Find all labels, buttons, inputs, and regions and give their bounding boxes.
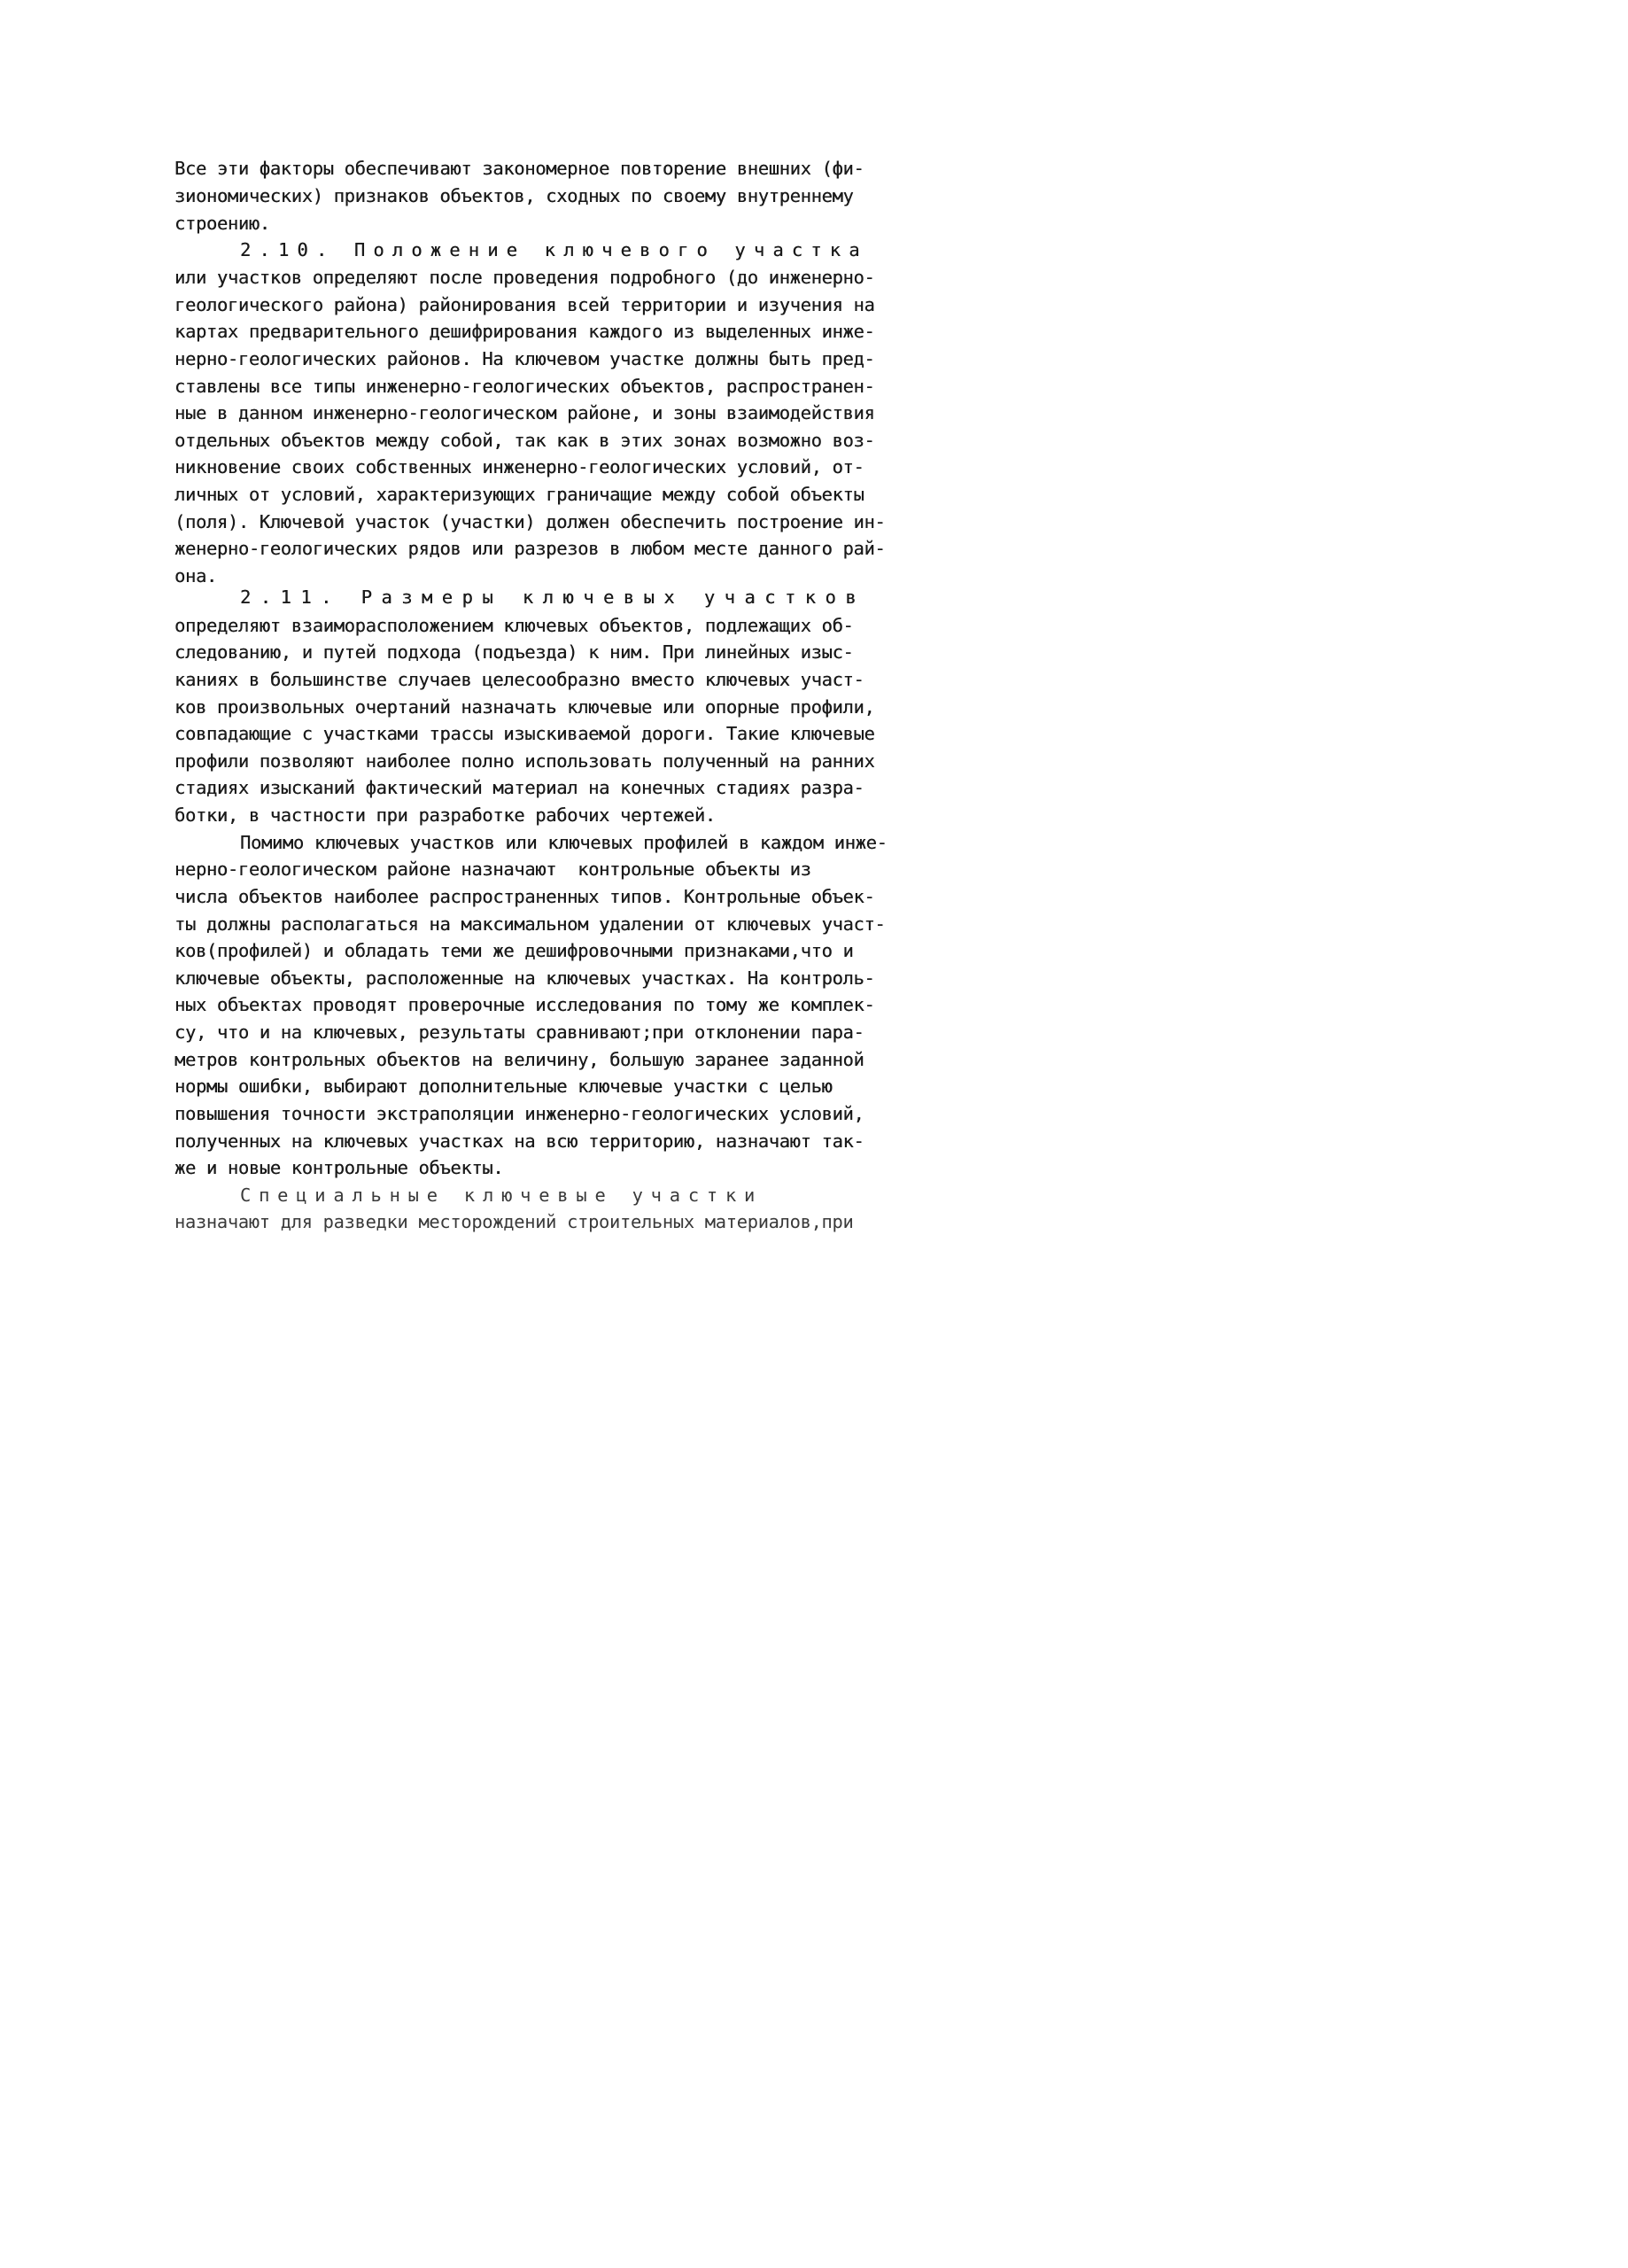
- text-line: Все эти факторы обеспечивают закономерное повторение внешних (фи-: [174, 158, 864, 179]
- text-line: женерно-геологических рядов или разрезов в любом месте данного рай-: [174, 538, 886, 559]
- text-line: профили позволяют наиболее полно использовать полученный на ранних: [174, 750, 875, 772]
- text-line: ставлены все типы инженерно-геологических объектов, распространен-: [174, 376, 875, 397]
- text-line: нерно-геологическом районе назначают контрольные объекты из: [174, 858, 811, 880]
- text-line: стадиях изысканий фактический материал на конечных стадиях разра-: [174, 777, 864, 798]
- text-line: геологического района) районирования всей территории и изучения на: [174, 294, 875, 315]
- text-line: зиономических) признаков объектов, сходных по своему внутреннему: [174, 185, 854, 206]
- text-line: ключевые объекты, расположенные на ключевых участках. На контроль-: [174, 967, 875, 989]
- text-line: никновение своих собственных инженерно-геологических условий, от-: [174, 456, 864, 478]
- text-line: (поля). Ключевой участок (участки) должен обеспечить построение ин-: [174, 511, 886, 532]
- text-line: метров контрольных объектов на величину, большую заранее заданной: [174, 1049, 864, 1070]
- text-line: су, что и на ключевых, результаты сравнивают;при отклонении пара-: [174, 1021, 864, 1043]
- text-line: или участков определяют после проведения подробного (до инженерно-: [174, 267, 875, 288]
- text-line: полученных на ключевых участках на всю территорию, назначают так-: [174, 1130, 864, 1152]
- text-line: отдельных объектов между собой, так как в этих зонах возможно воз-: [174, 430, 875, 451]
- text-line: числа объектов наиболее распространенных типов. Контрольные объек-: [174, 886, 875, 907]
- text-line: ты должны располагаться на максимальном удалении от ключевых участ-: [174, 913, 886, 935]
- text-line: совпадающие с участками трассы изыскиваемой дороги. Такие ключевые: [174, 723, 875, 744]
- text-line: нормы ошибки, выбирают дополнительные ключевые участки с целью: [174, 1076, 833, 1097]
- text-line: ных объектах проводят проверочные исследования по тому же комплек-: [174, 994, 875, 1015]
- text-line: нерно-геологических районов. На ключевом участке должны быть пред-: [174, 348, 875, 369]
- section-heading-special-plots: Специальные ключевые участки: [240, 1184, 764, 1206]
- text-line: картах предварительного дешифрирования каждого из выделенных инже-: [174, 321, 875, 342]
- text-line: каниях в большинстве случаев целесообразно вместо ключевых участ-: [174, 669, 864, 690]
- document-page: [0, 0, 1026, 1428]
- text-line: ные в данном инженерно-геологическом районе, и зоны взаимодействия: [174, 402, 875, 423]
- text-line: она.: [174, 565, 217, 586]
- text-line: строению.: [174, 213, 270, 234]
- text-line: ков произвольных очертаний назначать ключевые или опорные профили,: [174, 696, 875, 718]
- text-line: назначают для разведки месторождений строительных материалов,при: [174, 1211, 854, 1232]
- section-heading-2-10: 2.10. Положение ключевого участка: [240, 239, 868, 260]
- text-line: личных от условий, характеризующих граничащие между собой объекты: [174, 484, 864, 505]
- text-line: следованию, и путей подхода (подъезда) к ним. При линейных изыс-: [174, 641, 854, 663]
- text-line: определяют взаиморасположением ключевых объектов, подлежащих об-: [174, 615, 854, 636]
- text-line: повышения точности экстраполяции инженерно-геологических условий,: [174, 1103, 864, 1124]
- text-line: ботки, в частности при разработке рабочих чертежей.: [174, 804, 716, 826]
- text-line: же и новые контрольные объекты.: [174, 1157, 504, 1178]
- text-line: ков(профилей) и обладать теми же дешифровочными признаками,что и: [174, 940, 854, 961]
- section-heading-2-11: 2.11. Размеры ключевых участков: [240, 586, 866, 608]
- text-line: Помимо ключевых участков или ключевых профилей в каждом инже-: [240, 832, 888, 853]
